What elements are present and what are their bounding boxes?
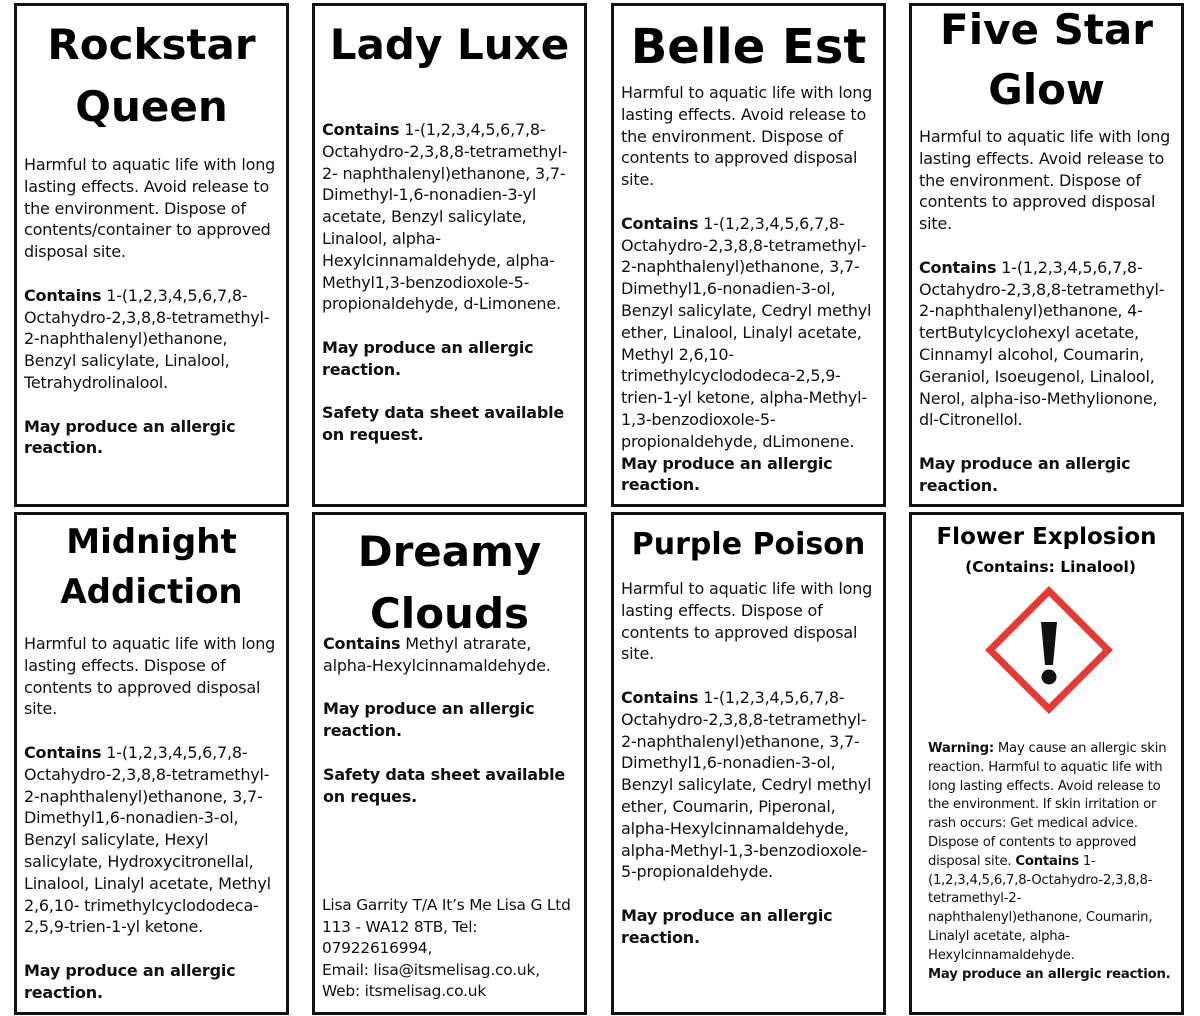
- environment-warning: Harmful to aquatic life with long lasting effects. Dispose of contents to approved disposal site.: [24, 634, 276, 719]
- label-card-midnight-addiction: [14, 512, 289, 1015]
- label-text: [621, 578, 877, 949]
- label-card-purple-poison: [611, 512, 886, 1015]
- environment-warning: Harmful to aquatic life with long lasting effects. Avoid release to the environment. Dispose of contents/container to approved disposal site.: [24, 155, 276, 262]
- company-email: Email: lisa@itsmelisag.co.uk,: [322, 960, 540, 979]
- label-card-five-star-glow: [909, 3, 1184, 507]
- product-title: Midnight Addiction: [60, 522, 243, 612]
- allergy-warning: May produce an allergic reaction.: [621, 905, 833, 947]
- company-contact: [322, 895, 580, 1003]
- company-address: Lisa Garrity T/A It’s Me Lisa G Ltd 113 - WA12 8TB, Tel: 07922616994,: [322, 896, 571, 957]
- exclamation-hazard-icon: [984, 585, 1114, 715]
- product-title: Rockstar Queen: [47, 20, 256, 131]
- ingredients: Contains 1-(1,2,3,4,5,6,7,8-Octahydro-2,3,8,8-tetramethyl-2-naphthalenyl)ethanone, Benzyl salicylate, Linalool, Tetrahydrolinalool.: [24, 285, 270, 392]
- ingredients: Contains Methyl atrarate, alpha-Hexylcinnamaldehyde.: [323, 634, 551, 675]
- product-title: Flower Explosion: [936, 524, 1157, 550]
- environment-warning: Harmful to aquatic life with long lasting effects. Avoid release to the environment. Dispose of contents to approved disposal site.: [919, 127, 1171, 234]
- label-text: [323, 633, 578, 807]
- ingredients: Contains 1-(1,2,3,4,5,6,7,8-Octahydro-2,3,8,8-tetramethyl-2-naphthalenyl)ethanone, 3,7-Dimethyl1,6-nonadien-3-ol, Benzyl salicylate, Hexyl salicylate, Hydroxycitronellal, Linalool, Linalyl acetate, Methyl 2,6,10- trimethylcyclododeca-2,5,9-trien-1-yl ketone.: [24, 742, 271, 937]
- ingredients: Contains 1-(1,2,3,4,5,6,7,8-Octahydro-2,3,8,8-tetramethyl-2-naphthalenyl)ethanone, 4-tertButylcyclohexyl acetate, Cinnamyl alcohol, Coumarin, Geraniol, Isoeugenol, Linalool, Nerol, alpha-iso-Methylionone, dl-Citronellol.: [919, 257, 1165, 430]
- label-text: [919, 126, 1175, 497]
- allergy-warning: May produce an allergic reaction.: [323, 699, 535, 741]
- ingredients: Contains 1-(1,2,3,4,5,6,7,8-Octahydro-2,3,8,8-tetramethyl-2- naphthalenyl)ethanone, 3,7-Dimethyl-1,6-nonadien-3-yl acetate, Benzyl salicylate, Linalool, alpha-Hexylcinnamaldehyde, alpha-Methyl1,3-benzodioxole-5-propionaldehyde, d-Limonene.: [322, 120, 568, 314]
- allergy-warning: May produce an allergic reaction.: [24, 416, 236, 458]
- label-text: [24, 154, 280, 459]
- safety-data-sheet-note: Safety data sheet available on request.: [322, 403, 565, 445]
- ingredients: Contains 1-(1,2,3,4,5,6,7,8-Octahydro-2,3,8,8-tetramethyl-2-naphthalenyl)ethanone, 3,7-Dimethyl1,6-nonadien-3-ol, Benzyl salicylate, Cedryl methyl ether, Coumarin, Piperonal, alpha-Hexylcinnamaldehyde, alpha-Methyl-1,3-benzodioxole-5-propionaldehyde.: [621, 687, 872, 882]
- environment-warning: Harmful to aquatic life with long lasting effects. Avoid release to the environment. Dispose of contents to approved disposal site.: [621, 83, 873, 190]
- product-title: Belle Est: [630, 19, 867, 75]
- label-text: [24, 633, 280, 1004]
- product-title: Dreamy Clouds: [357, 527, 542, 638]
- allergy-warning: May produce an allergic reaction.: [322, 337, 534, 379]
- allergy-warning: May produce an allergic reaction.: [928, 966, 1171, 982]
- label-text: [621, 82, 877, 496]
- safety-data-sheet-note: Safety data sheet available on reques.: [323, 764, 566, 806]
- product-subtitle: (Contains: Linalool): [965, 558, 1136, 576]
- environment-warning: Harmful to aquatic life with long lasting effects. Dispose of contents to approved disposal site.: [621, 579, 873, 664]
- label-text: [322, 119, 578, 446]
- label-card-belle-est: [611, 3, 886, 507]
- label-card-dreamy-clouds: [312, 512, 587, 1015]
- label-card-rockstar-queen: [14, 3, 289, 507]
- allergy-warning: May produce an allergic reaction.: [621, 453, 833, 495]
- product-title: Purple Poison: [631, 527, 866, 562]
- product-title: Lady Luxe: [329, 20, 570, 69]
- allergy-warning: May produce an allergic reaction.: [919, 453, 1131, 495]
- company-website: Web: itsmelisag.co.uk: [322, 982, 487, 1000]
- label-card-flower-explosion: [909, 512, 1184, 1015]
- label-text: [928, 740, 1171, 984]
- allergy-warning: May produce an allergic reaction.: [24, 960, 236, 1002]
- hazard-warning: Warning: May cause an allergic skin reaction. Harmful to aquatic life with long lasting effects. Avoid release to the environment. If skin irritation or rash occurs: Get medical advice. Dispose of contents to approved disposal site. Contains 1-(1,2,3,4,5,6,7,8-Octahydro-2,3,8,8-tetramethyl-2-naphthalenyl)ethanone, Coumarin, Linalyl acetate, alpha-Hexylcinnamaldehyde.: [928, 741, 1167, 963]
- label-card-lady-luxe: [312, 3, 587, 507]
- exclamation-dot: [1042, 670, 1057, 685]
- product-title: Five Star Glow: [940, 5, 1153, 114]
- ingredients: Contains 1-(1,2,3,4,5,6,7,8-Octahydro-2,3,8,8-tetramethyl-2-naphthalenyl)ethanone, 3,7-Dimethyl1,6-nonadien-3-ol, Benzyl salicylate, Cedryl methyl ether, Linalool, Linalyl acetate, Methyl 2,6,10-trimethylcyclododeca-2,5,9-trien-1-yl ketone, alpha-Methyl-1,3-benzodioxole-5-propionaldehyde, dLimonene.: [621, 213, 872, 451]
